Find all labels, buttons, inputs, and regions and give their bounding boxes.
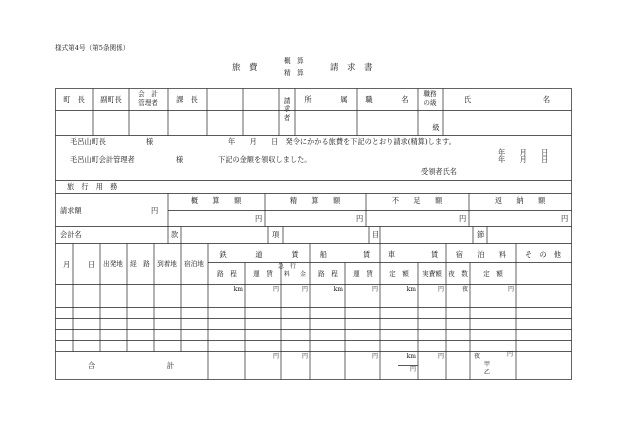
head-estimate: 概 算 額 bbox=[190, 196, 242, 205]
col-day: 日 bbox=[88, 260, 96, 269]
label-kou: 項 bbox=[272, 230, 280, 239]
unit-car-yen: 円 bbox=[437, 286, 444, 293]
label-kaikei-bottom: 管理者 bbox=[138, 99, 158, 107]
sub-ship-fare: 運 賃 bbox=[353, 270, 373, 278]
request-amount-yen: 円 bbox=[151, 206, 159, 215]
unit-ship-yen: 円 bbox=[371, 286, 378, 293]
total-label: 合 計 bbox=[87, 361, 175, 370]
unit-express-yen: 円 bbox=[301, 286, 308, 293]
accounting-name-label: 会計名 bbox=[60, 230, 82, 239]
label-moku: 目 bbox=[372, 230, 380, 239]
label-setsu: 節 bbox=[477, 230, 485, 239]
request-amount-label: 請求額 bbox=[60, 206, 82, 215]
to-accountant: 毛呂山町会計管理者 bbox=[70, 155, 135, 164]
col-route: 経 路 bbox=[130, 260, 150, 268]
receiver-name-label: 受領者氏名 bbox=[421, 167, 457, 176]
label-shokumu-bottom: の級 bbox=[423, 99, 437, 107]
sub-car-actual: 実費額 bbox=[422, 270, 442, 278]
shortage-yen: 円 bbox=[459, 214, 467, 223]
estimate-yen: 円 bbox=[255, 214, 263, 223]
title-stack-bottom: 精 算 bbox=[284, 69, 304, 77]
title-right: 請 求 書 bbox=[330, 63, 373, 73]
sub-car-fixed: 定 額 bbox=[389, 270, 409, 278]
title-left: 旅 費 bbox=[232, 63, 258, 73]
label-kaikei-top: 会 計 bbox=[138, 90, 158, 98]
label-cho: 町 長 bbox=[63, 95, 85, 104]
sub-nights: 夜 数 bbox=[448, 270, 468, 278]
label-shimei: 氏 名 bbox=[463, 95, 551, 104]
head-shortage: 不 足 額 bbox=[391, 196, 443, 205]
outer-frame bbox=[56, 89, 572, 380]
sub-ship-distance: 路 程 bbox=[318, 270, 338, 278]
sub-express-top: 急 行 bbox=[277, 263, 297, 270]
total-express-yen: 円 bbox=[301, 353, 308, 360]
col-arrival: 到着地 bbox=[157, 260, 177, 268]
total-lodging-yen: 円 bbox=[507, 351, 514, 358]
sub-rail-distance: 路 程 bbox=[217, 270, 237, 278]
label-seikyusha-1: 請 bbox=[283, 97, 291, 105]
head-settlement: 精 算 額 bbox=[289, 196, 341, 205]
settlement-yen: 円 bbox=[356, 214, 364, 223]
total-car-km: km bbox=[406, 353, 416, 360]
receipt-statement: 下記の金額を領収しました。 bbox=[218, 155, 312, 164]
sama-2: 様 bbox=[176, 155, 184, 164]
label-kacho: 課 長 bbox=[176, 95, 198, 104]
unit-rail-yen: 円 bbox=[272, 286, 279, 293]
refund-yen: 円 bbox=[561, 214, 569, 223]
label-kan: 款 bbox=[171, 230, 179, 239]
label-shozoku: 所 属 bbox=[304, 95, 348, 104]
sub-lodging-fixed: 定 額 bbox=[483, 270, 503, 278]
unit-ship-km: km bbox=[333, 286, 343, 293]
to-mayor: 毛呂山町長 bbox=[70, 137, 106, 146]
unit-nights: 夜 bbox=[461, 286, 468, 293]
total-otsu: 乙 bbox=[484, 369, 491, 376]
title-stack-top: 概 算 bbox=[284, 57, 304, 65]
col-other: そ の 他 bbox=[525, 250, 561, 259]
unit-car-km: km bbox=[406, 286, 416, 293]
label-shokumu-top: 職務 bbox=[423, 90, 437, 98]
request-statement: 年 月 日 発令にかかる旅費を下記のとおり請求(精算)します。 bbox=[228, 137, 456, 146]
col-month: 月 bbox=[63, 260, 71, 269]
date-right-2: 年 月 日 bbox=[498, 155, 549, 164]
label-seikyusha-3: 者 bbox=[283, 114, 291, 122]
total-ship-yen: 円 bbox=[371, 353, 378, 360]
total-car-yen: 円 bbox=[437, 353, 444, 360]
label-shoku: 職 名 bbox=[365, 95, 409, 104]
travel-business-label: 旅 行 用 務 bbox=[67, 182, 118, 191]
sama-1: 様 bbox=[146, 137, 154, 146]
col-ship: 船 賃 bbox=[319, 250, 371, 259]
sub-rail-fare: 運 賃 bbox=[253, 270, 273, 278]
form-label: 様式第4号（第5条関係） bbox=[55, 44, 130, 52]
col-rail: 鉄 道 賃 bbox=[219, 250, 299, 259]
date-right-1: 年 月 日 bbox=[498, 148, 549, 157]
head-refund: 返 納 額 bbox=[494, 196, 546, 205]
total-rail-yen: 円 bbox=[272, 353, 279, 360]
col-lodging-place: 宿泊地 bbox=[184, 260, 204, 268]
sub-express-bottom: 金 bbox=[299, 271, 307, 278]
label-seikyusha-2: 求 bbox=[283, 105, 291, 113]
unit-lodging-yen: 円 bbox=[507, 286, 514, 293]
total-kou: 甲 bbox=[484, 361, 491, 368]
col-departure: 出発地 bbox=[103, 260, 123, 268]
label-fukucho: 副町長 bbox=[100, 95, 122, 104]
total-car-yen-2: 円 bbox=[409, 366, 416, 373]
col-lodging: 宿 泊 料 bbox=[455, 250, 507, 259]
col-car: 車 賃 bbox=[387, 250, 439, 259]
sub-express-mid: 料 bbox=[283, 271, 291, 278]
label-kyu: 級 bbox=[432, 123, 440, 132]
unit-rail-km: km bbox=[233, 286, 243, 293]
total-nights: 夜 bbox=[473, 353, 480, 360]
